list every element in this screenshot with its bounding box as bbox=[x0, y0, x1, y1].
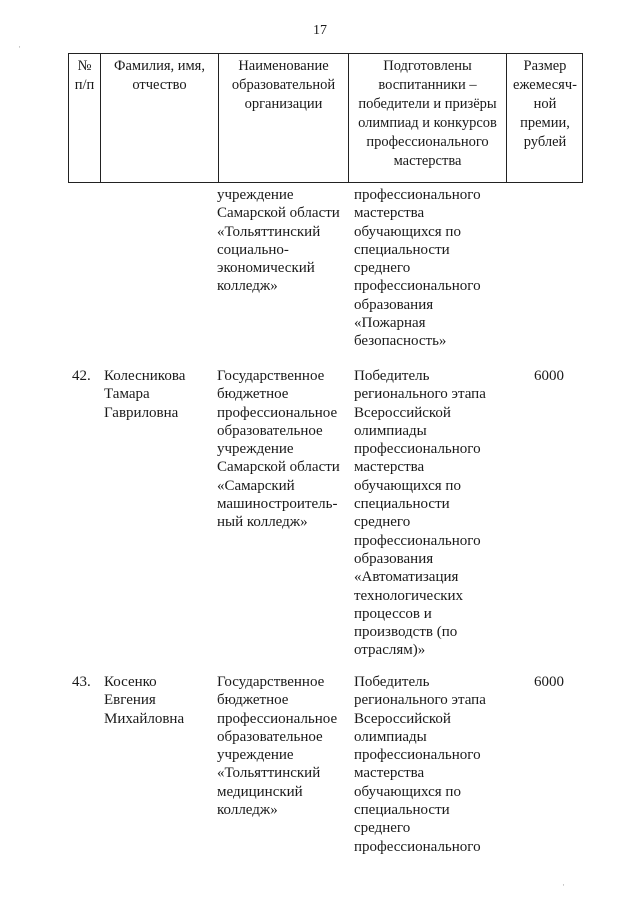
scan-speck: · bbox=[562, 880, 565, 890]
row-42-achievement: Победитель регионального этапа Всероссийской олимпиады профессионального мастерства обучающихся по специальности среднего профессионального образования «Автоматизация технологических процессов и производств (по отраслям)» bbox=[354, 368, 486, 659]
row-42-prize: 6000 bbox=[534, 368, 564, 384]
header-organization-text: Наименование образовательной организации bbox=[231, 58, 336, 112]
header-name-text: Фамилия, имя, отчество bbox=[114, 58, 205, 93]
header-achievement bbox=[349, 54, 507, 182]
header-prize bbox=[507, 54, 583, 182]
continuation-achievement: профессионального мастерства обучающихся по специальности среднего профессионального образования «Пожарная безопасность» bbox=[354, 187, 481, 350]
row-43-prize: 6000 bbox=[534, 674, 564, 690]
scan-speck: · bbox=[18, 42, 21, 52]
header-achievement-text: Подготовлены воспитанники – победители и призёры олимпиад и конкурсов профессионального мастерства bbox=[358, 58, 497, 169]
header-prize-text: Размер ежемесяч- ной премии, рублей bbox=[513, 58, 577, 150]
row-43-achievement: Победитель регионального этапа Всероссийской олимпиады профессионального мастерства обучающихся по специальности среднего профессионального bbox=[354, 674, 486, 855]
row-43-organization: Государственное бюджетное профессиональное образовательное учреждение «Тольяттинский медицинский колледж» bbox=[217, 674, 338, 819]
row-42-number: 42. bbox=[72, 368, 91, 384]
row-42-organization: Государственное бюджетное профессиональное образовательное учреждение Самарской области «Самарский машиностроитель- ный колледж» bbox=[217, 368, 340, 531]
header-num-text: № п/п bbox=[74, 58, 95, 93]
row-43-name: Косенко Евгения Михайловна bbox=[104, 674, 185, 727]
row-43-number: 43. bbox=[72, 674, 91, 690]
continuation-organization: учреждение Самарской области «Тольяттинский социально- экономический колледж» bbox=[217, 187, 340, 295]
header-num bbox=[69, 54, 101, 182]
header-name bbox=[101, 54, 219, 182]
row-42-name: Колесникова Тамара Гавриловна bbox=[104, 368, 186, 421]
table-header bbox=[68, 53, 583, 183]
header-organization bbox=[219, 54, 349, 182]
page-number: 17 bbox=[313, 23, 327, 38]
